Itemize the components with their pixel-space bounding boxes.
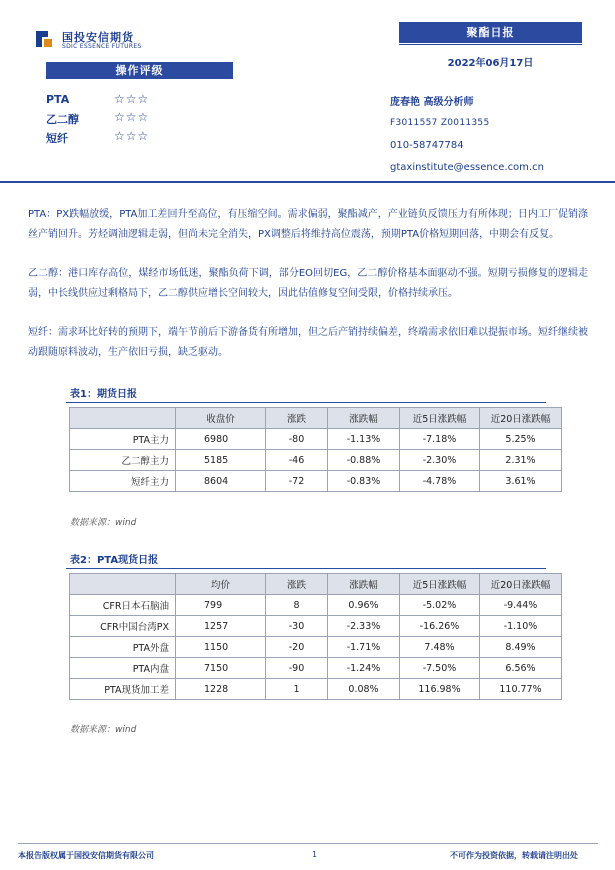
rating-row-meg	[46, 111, 246, 129]
table-cell: -80	[266, 429, 328, 450]
section-divider	[0, 181, 615, 183]
paragraph-pta: PTA：PX跌幅放缓，PTA加工差回升至高位，有压缩空间。需求偏弱，聚酯减产，产业链负反馈压力有所体现；日内工厂促销涤丝产销回升。芳烃调油逻辑走弱，但尚未完全消失，PX调整后将维持高位震荡，预期PTA价格短期回落，中期会有反复。	[28, 209, 588, 240]
rating-row-pta	[46, 93, 246, 111]
table-cell: 8.49%	[480, 637, 562, 658]
table-row	[70, 679, 562, 700]
table-row	[70, 637, 562, 658]
table-cell: 1150	[176, 637, 266, 658]
rating-title: 操作评级	[46, 62, 233, 79]
table-cell: -7.50%	[400, 658, 480, 679]
table-cell: 5.25%	[480, 429, 562, 450]
table-cell: 8	[266, 595, 328, 616]
table1-source: 数据来源：wind	[70, 518, 137, 528]
table-header-cell: 近20日涨跌幅	[480, 408, 562, 429]
table-cell: -0.83%	[328, 471, 400, 492]
table-header-cell: 涨跌幅	[328, 408, 400, 429]
table-cell: 110.77%	[480, 679, 562, 700]
table-cell: 0.08%	[328, 679, 400, 700]
table-cell: 6980	[176, 429, 266, 450]
table-cell: 7.48%	[400, 637, 480, 658]
table-cell: -0.88%	[328, 450, 400, 471]
rating-name: PTA	[46, 93, 70, 106]
star-outline-icon: ☆☆☆	[114, 110, 150, 124]
table-cell: 短纤主力	[70, 471, 176, 492]
report-date: 2022年06月17日	[447, 58, 534, 69]
table-cell: -1.71%	[328, 637, 400, 658]
table-cell: -16.26%	[400, 616, 480, 637]
table-cell: -1.10%	[480, 616, 562, 637]
table-cell: -20	[266, 637, 328, 658]
table-row	[70, 429, 562, 450]
table-header-cell	[70, 574, 176, 595]
table-header-cell: 涨跌幅	[328, 574, 400, 595]
table-cell: CFR中国台湾PX	[70, 616, 176, 637]
table-header-cell: 近20日涨跌幅	[480, 574, 562, 595]
analyst-email[interactable]: gtaxinstitute@essence.com.cn	[390, 162, 544, 173]
table-row	[70, 450, 562, 471]
table-cell: 1228	[176, 679, 266, 700]
table-cell: 6.56%	[480, 658, 562, 679]
sdic-logo-icon	[33, 28, 55, 50]
analyst-name: 庞春艳 高级分析师	[390, 97, 474, 108]
table-cell: -2.30%	[400, 450, 480, 471]
table-cell: 0.96%	[328, 595, 400, 616]
table-header-cell: 均价	[176, 574, 266, 595]
table-row	[70, 616, 562, 637]
table-header-row	[70, 408, 562, 429]
table-header-row	[70, 574, 562, 595]
analyst-cert: F3011557 Z0011355	[390, 118, 490, 128]
table-cell: -5.02%	[400, 595, 480, 616]
table-row	[70, 658, 562, 679]
footer-copyright: 本报告版权属于国投安信期货有限公司	[18, 851, 154, 860]
table-cell: CFR日本石脑油	[70, 595, 176, 616]
table-cell: PTA外盘	[70, 637, 176, 658]
table-header-cell	[70, 408, 176, 429]
table-cell: PTA主力	[70, 429, 176, 450]
table-cell: 799	[176, 595, 266, 616]
table-cell: -9.44%	[480, 595, 562, 616]
table2-title: 表2：PTA现货日报	[70, 555, 159, 566]
table-cell: -72	[266, 471, 328, 492]
table-cell: 8604	[176, 471, 266, 492]
table-header-cell: 近5日涨跌幅	[400, 574, 480, 595]
table2-source: 数据来源：wind	[70, 725, 137, 735]
table-cell: -7.18%	[400, 429, 480, 450]
table-cell: 5185	[176, 450, 266, 471]
table-cell: 116.98%	[400, 679, 480, 700]
table-cell: 1257	[176, 616, 266, 637]
table-cell: 乙二醇主力	[70, 450, 176, 471]
table-header-cell: 收盘价	[176, 408, 266, 429]
table-cell: PTA内盘	[70, 658, 176, 679]
company-logo-cn: 国投安信期货	[62, 31, 134, 44]
footer-disclaimer: 不可作为投资依据，转载请注明出处	[450, 851, 578, 860]
table-cell: 7150	[176, 658, 266, 679]
rating-name: 短纤	[46, 132, 68, 145]
futures-table	[69, 407, 562, 492]
paragraph-meg: 乙二醇：港口库存高位，煤经市场低迷，聚酯负荷下调，部分EO回切EG，乙二醇价格基本面驱动不强。短期亏损修复的逻辑走弱，中长线供应过剩格局下，乙二醇供应增长空间较大，因此估值修复空间受限，价格持续承压。	[28, 268, 588, 299]
table-cell: -90	[266, 658, 328, 679]
rating-row-psf	[46, 130, 246, 148]
analyst-phone: 010-58747784	[390, 140, 464, 151]
table-cell: -46	[266, 450, 328, 471]
table-cell: -4.78%	[400, 471, 480, 492]
company-logo-en: SDIC ESSENCE FUTURES	[62, 43, 142, 50]
table2-rule	[66, 568, 546, 569]
table-cell: PTA现货加工差	[70, 679, 176, 700]
star-outline-icon: ☆☆☆	[114, 129, 150, 143]
header-divider	[399, 44, 582, 45]
paragraph-psf: 短纤：需求环比好转的预期下，端午节前后下游备货有所增加，但之后产销持续偏差，终端需求依旧难以提振市场。短纤继续被动跟随原料波动，生产依旧亏损，缺乏驱动。	[28, 327, 588, 358]
table-cell: -1.13%	[328, 429, 400, 450]
table-cell: -30	[266, 616, 328, 637]
report-type-badge: 聚酯日报	[399, 22, 582, 43]
footer-page-number: 1	[312, 850, 318, 859]
table1-title: 表1：期货日报	[70, 389, 137, 400]
table-row	[70, 471, 562, 492]
star-outline-icon: ☆☆☆	[114, 92, 150, 106]
table-cell: -2.33%	[328, 616, 400, 637]
table-cell: -1.24%	[328, 658, 400, 679]
table-cell: 2.31%	[480, 450, 562, 471]
table-header-cell: 涨跌	[266, 408, 328, 429]
table-cell: 1	[266, 679, 328, 700]
table-row	[70, 595, 562, 616]
footer-divider	[18, 843, 598, 844]
spot-table	[69, 573, 562, 700]
table1-rule	[66, 402, 546, 403]
table-header-cell: 涨跌	[266, 574, 328, 595]
rating-name: 乙二醇	[46, 113, 79, 126]
table-header-cell: 近5日涨跌幅	[400, 408, 480, 429]
table-cell: 3.61%	[480, 471, 562, 492]
